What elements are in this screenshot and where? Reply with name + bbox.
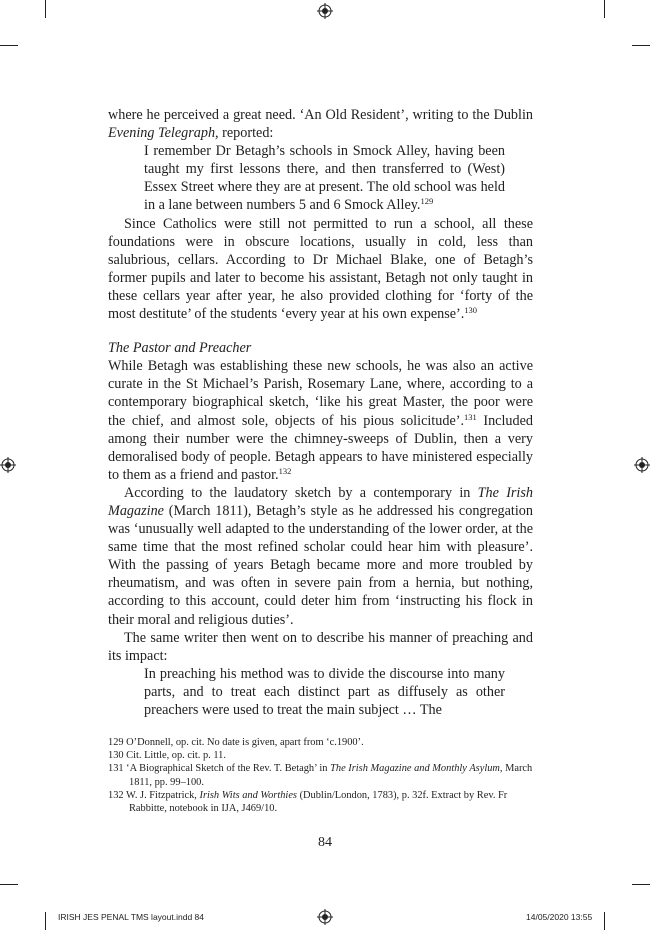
block-quote <box>144 142 505 214</box>
registration-mark-icon <box>634 457 650 473</box>
footnote-ref: 131 <box>464 411 477 422</box>
text-run: where he perceived a great need. ‘An Old Resident’, writing to the Dublin <box>108 107 533 123</box>
footnote: 129 O’Donnell, op. cit. No date is given, apart from ‘c.1900’. <box>108 737 364 748</box>
body-text <box>108 106 533 719</box>
registration-mark-icon <box>0 457 16 473</box>
crop-mark <box>604 0 605 18</box>
paragraph <box>108 357 533 484</box>
block-quote: In preaching his method was to divide the discourse into many parts, and to treat each distinct part as diffusely as other preachers were used to treat the main subject … The <box>144 665 505 718</box>
text-run: I remember Dr Betagh’s schools in Smock Alley, having been taught my first lessons there, and then transferred to (West) Essex Street where they are at present. The old school was held in a lane between numbers 5 and 6 Smock Alley. <box>144 143 505 214</box>
text-run: March 1811, pp. 99–100. <box>129 763 533 788</box>
slug-timestamp: 14/05/2020 13:55 <box>526 912 593 922</box>
footnotes <box>108 736 533 815</box>
paragraph <box>108 106 533 142</box>
page-number: 84 <box>318 835 332 850</box>
text-run: (Dublin/London, 1783), p. 32f. Extract by Rev. Fr Rabbitte, notebook in IJA, J469/10. <box>129 789 508 815</box>
text-run: reported: <box>218 125 274 142</box>
footnote <box>108 762 533 788</box>
paragraph: The same writer then went on to describe his manner of preaching and its impact: <box>108 629 533 664</box>
footnote <box>108 789 533 815</box>
footnote-ref: 129 <box>420 196 434 207</box>
crop-mark <box>0 884 18 885</box>
text-run: Since Catholics were still not permitted to run a school, all these foundations were in obscure locations, usually in cold, less than salubrious, cellars. According to Dr Michael Blake, one of Betagh’s former pupils and later to become his assistant, Betagh not only taught in these cellars year after year, he also provided clothing for ‘forty of the most destitute’ of the students ‘every year at his own expense’. <box>108 215 533 323</box>
crop-mark <box>632 45 650 46</box>
text-run: 132 W. J. Fitzpatrick, <box>108 789 200 801</box>
text-run-italic: Irish Wits and Worthies <box>199 789 297 801</box>
crop-mark <box>45 0 46 18</box>
crop-mark <box>604 912 605 930</box>
footnote: 130 Cit. Little, op. cit. p. 11. <box>108 750 226 762</box>
registration-mark-icon <box>317 3 333 19</box>
crop-mark <box>45 912 46 930</box>
text-run: 131 ‘A Biographical Sketch of the Rev. T. Betagh’ in <box>108 763 331 775</box>
text-run-italic: Evening Telegraph, <box>108 125 219 142</box>
footnote-ref: 132 <box>278 465 292 476</box>
text-run: (March 1811), Betagh’s style as he addressed his congregation was ‘unusually well adapted to the understanding of the lower order, at the same time that the most refined scholar could hear him with pleasure’. With the passing of years Betagh became more and more troubled by rheumatism, and was often in severe pain from a hernia, but nothing, according to this account, could deter him from ‘instructing his flock in their moral and religious duties’. <box>108 502 533 628</box>
registration-mark-icon <box>317 909 333 925</box>
text-run: While Betagh was establishing these new schools, he was also an active curate in the St Michael’s Parish, Rosemary Lane, where, according to a contemporary biographical sketch, ‘like his great Master, the poor were the chief, and almost sole, objects of his pious solicitude’. <box>108 358 533 429</box>
crop-mark <box>632 884 650 885</box>
text-run: According to the laudatory sketch by a contemporary in <box>124 484 478 501</box>
crop-mark <box>0 45 18 46</box>
footnote-ref: 130 <box>464 305 478 316</box>
paragraph <box>108 484 533 629</box>
text-run-italic: The Irish Magazine and Monthly Asylum, <box>330 763 503 775</box>
slug-filename: IRISH JES PENAL TMS layout.indd 84 <box>58 912 204 922</box>
paragraph <box>108 215 533 324</box>
text-run-italic: The Irish Magazine <box>108 484 533 519</box>
text-run: Included among their number were the chimney-sweeps of Dublin, then a very demoralised body of people. Betagh appears to have ministered especially to them as a friend and pastor. <box>108 412 533 483</box>
section-heading: The Pastor and Preacher <box>108 340 252 357</box>
